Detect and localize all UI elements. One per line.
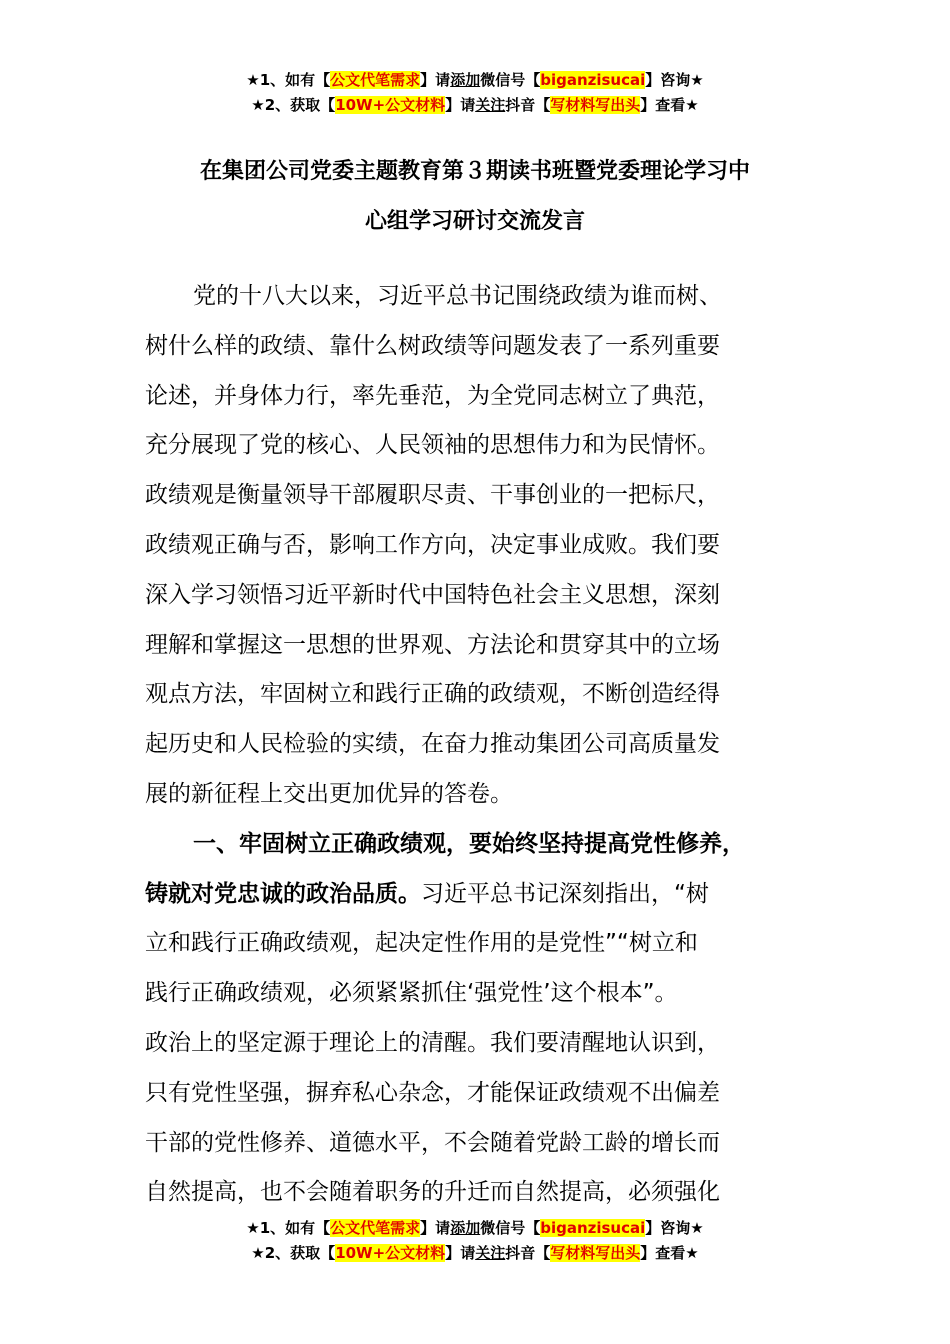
promo-text: 抖音【: [505, 96, 551, 114]
paragraph-line: 自然提高，也不会随着职务的升迁而自然提高，必须强化: [145, 1179, 720, 1206]
paragraph-line: 只有党性坚强，摒弃私心杂念，才能保证政绩观不出偏差: [145, 1079, 720, 1106]
promo-line-2: [0, 93, 950, 118]
paragraph-line: 起历史和人民检验的实绩，在奋力推动集团公司高质量发: [145, 731, 720, 758]
section-heading: 铸就对党忠诚的政治品质。: [145, 880, 421, 907]
promo-wechat-id: biganzisucai: [540, 1219, 646, 1237]
promo-text: 】咨询★: [645, 1219, 704, 1237]
paragraph-line: 树什么样的政绩、靠什么树政绩等问题发表了一系列重要: [145, 332, 720, 359]
promo-highlight: 公文代笔需求: [330, 71, 421, 89]
title-line-2: 心组学习研讨交流发言: [364, 209, 585, 234]
promo-text: 】咨询★: [645, 71, 704, 89]
promo-text: 微信号【: [480, 1219, 541, 1237]
promo-underline: 关注: [475, 1244, 506, 1262]
promo-douyin-name: 写材料写出头: [550, 1244, 641, 1262]
promo-underline: 关注: [475, 96, 506, 114]
paragraph-text: 习近平总书记深刻指出，“树: [421, 880, 709, 907]
promo-text: 】请: [420, 1219, 451, 1237]
promo-text: 微信号【: [480, 71, 541, 89]
promo-text: 】请: [445, 96, 476, 114]
promo-wechat-id: biganzisucai: [540, 71, 646, 89]
promo-text: 】查看★: [640, 96, 699, 114]
promo-text: ★1、如有【: [246, 1219, 331, 1237]
promo-text: 抖音【: [505, 1244, 551, 1262]
promo-text: 】查看★: [640, 1244, 699, 1262]
paragraph-line: 践行正确政绩观，必须紧紧抓住‘强党性’这个根本”。: [145, 980, 678, 1007]
promo-highlight: 10W+公文材料: [335, 96, 446, 114]
document-title: [0, 147, 950, 247]
paragraph-line: 政绩观正确与否，影响工作方向，决定事业成败。我们要: [145, 531, 720, 558]
paragraph-line: 充分展现了党的核心、人民领袖的思想伟力和为民情怀。: [145, 432, 720, 459]
paragraph-line: 政绩观是衡量领导干部履职尽责、干事创业的一把标尺，: [145, 482, 720, 509]
promo-underline: 添加: [450, 1219, 481, 1237]
promo-text: 】请: [420, 71, 451, 89]
promo-text: 】请: [445, 1244, 476, 1262]
promo-text: ★1、如有【: [246, 71, 331, 89]
promo-text: ★2、获取【: [251, 96, 336, 114]
promo-line-2: [0, 1241, 950, 1266]
title-line-1: 在集团公司党委主题教育第３期读书班暨党委理论学习中: [199, 159, 750, 184]
bottom-promo-banner: [0, 1216, 950, 1266]
promo-line-1: [0, 1216, 950, 1241]
promo-highlight: 10W+公文材料: [335, 1244, 446, 1262]
top-promo-banner: [0, 68, 950, 118]
promo-line-1: [0, 68, 950, 93]
paragraph-line: 观点方法，牢固树立和践行正确的政绩观，不断创造经得: [145, 681, 720, 708]
paragraph-line: 理解和掌握这一思想的世界观、方法论和贯穿其中的立场: [145, 631, 720, 658]
promo-highlight: 公文代笔需求: [330, 1219, 421, 1237]
document-body: [145, 272, 835, 1218]
paragraph-line: 政治上的坚定源于理论上的清醒。我们要清醒地认识到，: [145, 1029, 720, 1056]
promo-text: ★2、获取【: [251, 1244, 336, 1262]
paragraph-line: 论述，并身体力行，率先垂范，为全党同志树立了典范，: [145, 382, 720, 409]
paragraph-line: 党的十八大以来，习近平总书记围绕政绩为谁而树、: [193, 283, 722, 309]
paragraph-line: 深入学习领悟习近平新时代中国特色社会主义思想，深刻: [145, 581, 720, 608]
section-heading-line: [145, 870, 835, 920]
paragraph-line: 展的新征程上交出更加优异的答卷。: [145, 780, 513, 807]
paragraph-line: 干部的党性修养、道德水平，不会随着党龄工龄的增长而: [145, 1129, 720, 1156]
section-heading-line: [145, 820, 835, 870]
promo-douyin-name: 写材料写出头: [550, 96, 641, 114]
promo-underline: 添加: [450, 71, 481, 89]
section-heading: 一、牢固树立正确政绩观，要始终坚持提高党性修养，: [193, 830, 745, 857]
paragraph-line: 立和践行正确政绩观，起决定性作用的是党性”“树立和: [145, 930, 698, 957]
